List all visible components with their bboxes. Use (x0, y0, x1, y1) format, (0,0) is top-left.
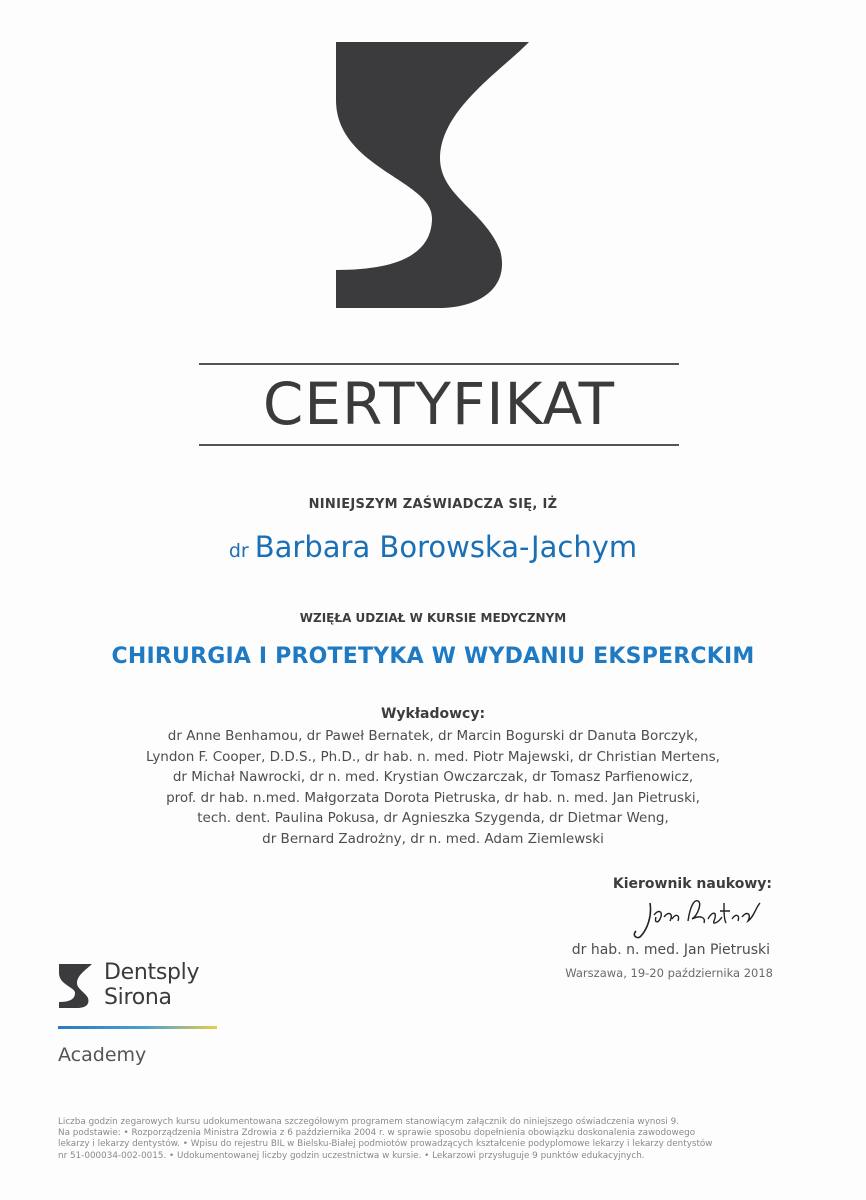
lecturers-line: prof. dr hab. n.med. Małgorzata Dorota Pietruska, dr hab. n. med. Jan Pietruski, (166, 789, 700, 806)
footnote (58, 1117, 828, 1162)
participation-statement: WZIĘŁA UDZIAŁ W KURSIE MEDYCZNYM (299, 611, 567, 625)
manager-heading: Kierownik naukowy: (612, 876, 772, 892)
course-title: CHIRURGIA I PROTETYKA W WYDANIU EKSPERCKIM (111, 644, 755, 669)
recipient-name (0, 530, 866, 564)
certify-statement: NINIEJSZYM ZAŚWIADCZA SIĘ, IŻ (308, 497, 558, 512)
lecturers-line: dr Anne Benhamou, dr Paweł Bernatek, dr Marcin Bogurski dr Danuta Borczyk, (167, 728, 699, 744)
lecturers-line: dr Michał Nawrocki, dr n. med. Krystian Owczarczak, dr Tomasz Parfienowicz, (172, 769, 694, 785)
brand-academy: Academy (58, 1044, 147, 1066)
dentsply-sirona-mark-icon (58, 963, 93, 1009)
recipient-fullname: Barbara Borowska-Jachym (254, 530, 638, 564)
lecturers-heading: Wykładowcy: (380, 706, 486, 722)
dentsply-s-logo-icon (334, 40, 534, 310)
lecturers-line: dr Bernard Zadrożny, dr n. med. Adam Ziemlewski (262, 830, 604, 847)
recipient-prefix: dr (228, 540, 249, 562)
brand-name-line2: Sirona (104, 985, 172, 1010)
manager-name: dr hab. n. med. Jan Pietruski (571, 942, 770, 958)
footnote-line: Liczba godzin zegarowych kursu udokumentowana szczegółowym programem stanowiącym załącznik do niniejszego oświadczenia wynosi 9. (58, 1117, 679, 1127)
lecturers-line: Lyndon F. Cooper, D.D.S., Ph.D., dr hab. n. med. Piotr Majewski, dr Christian Mertens, (146, 748, 720, 765)
brand-name-line1: Dentsply (104, 960, 200, 985)
lecturers-list (0, 726, 866, 849)
lecturers-line: tech. dent. Paulina Pokusa, dr Agnieszka Szygenda, dr Dietmar Weng, (197, 810, 669, 826)
title-top-rule (199, 363, 679, 365)
footnote-line: Na podstawie: • Rozporządzenia Ministra Zdrowia z 6 października 2004 r. w sprawie sposobu dopełnienia obowiązku doskonalenia zawodowego (58, 1128, 696, 1139)
title-bottom-rule (199, 444, 679, 446)
certificate-title: CERTYFIKAT (262, 370, 616, 438)
footnote-line: lekarzy i lekarzy dentystów. • Wpisu do rejestru BIL w Bielsku-Białej podmiotów prowadzących kształcenie podyplomowe lekarzy i lekarzy dentystów (58, 1139, 713, 1150)
handwritten-signature (628, 893, 778, 941)
brand-color-bar (58, 1026, 217, 1029)
place-and-date: Warszawa, 19-20 października 2018 (565, 966, 773, 980)
footnote-line: nr 51-000034-002-0015. • Udokumentowanej liczby godzin uczestnictwa w kursie. • Lekarzowi przysługuje 9 punktów edukacyjnych. (58, 1150, 645, 1161)
